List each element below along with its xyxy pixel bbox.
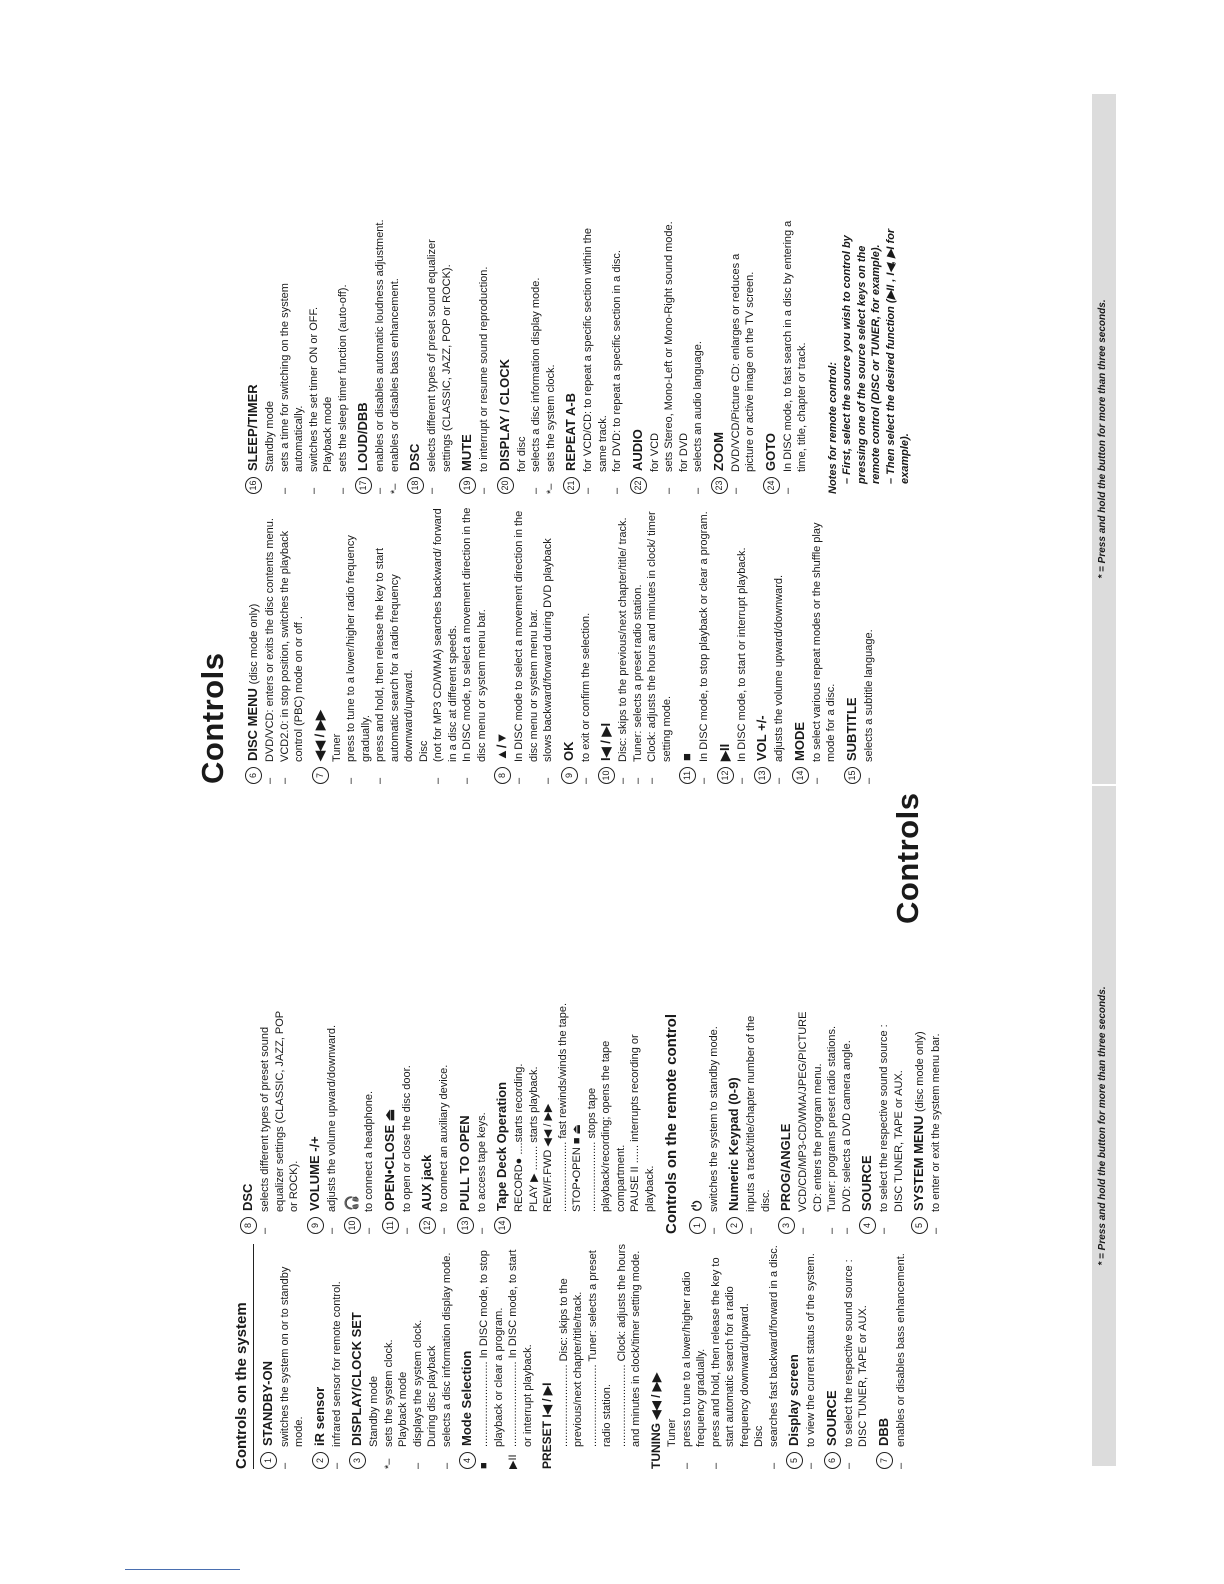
control-item	[382, 999, 399, 1234]
item-number: 24	[763, 477, 780, 494]
description-line: – In DISC mode, to stop playback or clear a program.	[698, 511, 710, 784]
control-name: AUX jack	[419, 1154, 435, 1211]
control-item	[312, 1244, 329, 1469]
control-item	[911, 999, 928, 1234]
description-line: – Disc: skips to the previous/next chapter/title/ track.	[617, 517, 629, 784]
item-number: 5	[786, 1452, 803, 1469]
control-name: AUDIO	[629, 429, 645, 471]
item-number: 22	[630, 477, 647, 494]
description-line: During disc playback	[426, 1345, 438, 1447]
description-line: – switches the system on or to standby mode.	[278, 1266, 305, 1469]
description-line: – DVD/VCD/Picture CD: enlarges or reduces a picture or active image on the TV screen.	[729, 253, 756, 494]
tuning-line: – press and hold, then release the key to start automatic search for a radio frequency downward/upward.	[709, 1257, 751, 1469]
control-item	[786, 1244, 803, 1469]
column-system-controls	[235, 1244, 908, 1469]
control-name: DISPLAY / CLOCK	[496, 359, 512, 471]
description-line: – enables or disables bass enhancement.	[894, 1253, 907, 1469]
bottom-rule	[125, 1569, 240, 1570]
control-name: STANDBY-ON	[259, 1361, 275, 1446]
item-number: 10	[598, 767, 615, 784]
tape-line: RECORD● ....starts recording.	[513, 1063, 525, 1212]
item-number: 11	[679, 767, 696, 784]
item-number: 7	[876, 1452, 893, 1469]
description-line: – In DISC mode to select a movement direction in the disc menu or system menu bar.	[513, 510, 540, 784]
tuning-label: TUNING ◀◀ / ▶▶	[648, 1372, 663, 1469]
footnote-left: * = Press and hold the button for more than three seconds.	[1097, 986, 1108, 1266]
control-name: SOURCE	[823, 1390, 839, 1446]
control-name: GOTO	[762, 432, 778, 471]
tape-line: ....................... fast rewinds/winds the tape.	[556, 1002, 569, 1212]
description-line: – adjusts the volume upward/downward.	[325, 1024, 338, 1234]
control-name: DBB	[875, 1417, 891, 1446]
description-line: *– sets the system clock.	[382, 1339, 395, 1469]
description-line: – press to tune to a lower/higher radio frequency gradually.	[345, 535, 372, 784]
control-item	[778, 999, 795, 1234]
control-name: DISC MENU (disc mode only)	[244, 603, 260, 761]
control-item	[711, 219, 728, 494]
description-line: – selects a disc information display mode.	[530, 277, 542, 494]
item-number: 12	[717, 767, 734, 784]
item-number: 2	[312, 1452, 329, 1469]
control-item	[824, 1244, 841, 1469]
item-number: 15	[844, 767, 861, 784]
control-item	[459, 1244, 476, 1469]
control-item	[419, 999, 436, 1234]
control-name: ▶II	[716, 743, 732, 761]
control-item	[763, 219, 780, 494]
tuning-line: Tuner	[666, 1418, 678, 1447]
description-line: – to connect an auxiliary device.	[438, 1064, 450, 1234]
control-item	[494, 999, 511, 1234]
description-line: Disc	[417, 740, 430, 762]
control-item	[563, 219, 580, 494]
item-number: 5	[911, 1217, 928, 1234]
tuning-line: Disc	[753, 1425, 765, 1447]
control-item	[679, 504, 696, 784]
tuning-line: – press to tune to a lower/higher radio frequency gradually.	[680, 1271, 707, 1469]
description-line: – to view the current status of the system.	[805, 1253, 817, 1469]
control-name: VOL +/-	[754, 715, 770, 761]
description-line: – switches the system to standby mode.	[707, 1026, 720, 1234]
item-number: 18	[407, 477, 424, 494]
control-name: ◀◀ / ▶▶	[311, 710, 327, 761]
tape-line: PLAY ▶ ........ starts playback.	[527, 1066, 540, 1212]
control-item	[598, 504, 615, 784]
section-heading: Controls on the system	[235, 1244, 254, 1469]
control-name: Tape Deck Operation	[494, 1081, 510, 1211]
item-number: 8	[240, 1217, 257, 1234]
item-number: 10	[344, 1217, 361, 1234]
item-number: 11	[382, 1217, 399, 1234]
description-line: – adjusts the volume upward/downward.	[773, 574, 785, 784]
description-line: – to select various repeat modes or the shuffle play mode for a disc.	[810, 522, 837, 784]
description-line: *– sets the system clock.	[544, 364, 557, 494]
control-item	[726, 999, 743, 1234]
section-heading: Controls on the remote control	[663, 1013, 680, 1234]
control-name: DSC	[407, 443, 423, 471]
item-number: 19	[459, 477, 476, 494]
description-line: – selects different types of preset sound equalizer settings (CLASSIC, JAZZ, POP or ROCK).	[426, 239, 453, 494]
item-number: 6	[245, 767, 262, 784]
description-line: – DVD: selects a DVD camera angle.	[840, 1040, 853, 1234]
description-line: – selects a subtitle language.	[862, 629, 875, 784]
description-line: – In DISC mode, to select a movement direction in the disc menu or system menu bar.	[461, 507, 488, 784]
footnote-right: * = Press and hold the button for more than three seconds.	[1097, 299, 1108, 579]
page-title-left: Controls	[890, 792, 925, 924]
description-line: for DVD	[677, 432, 690, 472]
description-line: – (not for MP3 CD/WMA) searches backward/ forward in a disc at different speeds.	[432, 508, 459, 784]
item-number: 14	[494, 1217, 511, 1234]
column-system-remote	[235, 999, 944, 1234]
description-line: for VCD	[648, 432, 661, 472]
control-item	[717, 504, 734, 784]
note-line: – First, select the source you wish to control by pressing one of the source select keys on the remote control (DISC or TUNER, for example).	[841, 235, 882, 484]
description-line: ▶II ............................ In DISC mode, to start or interrupt playback.	[507, 1249, 534, 1469]
control-item	[307, 999, 324, 1234]
control-name: LOUD/DBB	[355, 402, 371, 471]
control-item	[561, 504, 578, 784]
description-line: – sets the sleep timer function (auto-off).	[336, 284, 349, 494]
item-number: 4	[859, 1217, 876, 1234]
description-line: – VCD/CD/MP3-CD/WMA/JPEG/PICTURE CD: enters the program menu.	[797, 1011, 824, 1234]
control-item	[407, 219, 424, 494]
item-number: 14	[792, 767, 809, 784]
item-number: 2	[726, 1217, 743, 1234]
control-name: ⏻	[688, 1200, 704, 1211]
tape-line: PAUSE II ...... interrupts recording or playback.	[629, 1034, 656, 1212]
tape-line: REW/F.FWD ◀◀ / ▶▶	[542, 1103, 554, 1212]
control-name: ZOOM	[710, 432, 726, 471]
control-name: ■	[679, 753, 695, 761]
description-line: – to interrupt or resume sound reproduction.	[478, 266, 490, 494]
item-number: 8	[494, 767, 511, 784]
description-line: Playback mode	[322, 396, 334, 472]
column-remote-controls-a	[240, 504, 876, 784]
page-title-right: Controls	[195, 652, 230, 784]
control-name: MUTE	[459, 434, 475, 471]
preset-line: ........................... Disc: skips to the previous/next chapter/title/track.	[557, 1278, 584, 1447]
item-number: 3	[349, 1452, 366, 1469]
description-line: – for DVD: to repeat a specific section in a disc.	[611, 250, 623, 494]
control-name: Mode Selection	[459, 1350, 475, 1446]
control-item	[844, 504, 861, 784]
tape-line: STOP•OPEN ■ ⏏	[571, 1124, 583, 1212]
description-line: – to enter or exit the system menu bar.	[930, 1033, 942, 1234]
item-number: 16	[245, 477, 262, 494]
description-line: – press and hold, then release the key to start automatic search for a radio frequency downward/upward.	[374, 547, 415, 784]
item-number: 13	[754, 767, 771, 784]
description-line: – to open or close the disc door.	[400, 1065, 413, 1234]
description-line: – to connect a headphone.	[363, 1090, 375, 1234]
control-item	[240, 999, 257, 1234]
control-item	[494, 504, 511, 784]
description-line: for disc	[515, 436, 528, 472]
control-item	[876, 1244, 893, 1469]
item-number: 23	[711, 477, 728, 494]
control-name: SOURCE	[859, 1155, 875, 1211]
item-number: 21	[563, 477, 580, 494]
control-item	[792, 504, 809, 784]
control-name: iR sensor	[311, 1386, 327, 1446]
control-name: PROG/ANGLE	[778, 1123, 794, 1211]
description-line: – sets Stereo, Mono-Left or Mono-Right sound mode.	[663, 221, 675, 494]
item-number: 3	[778, 1217, 795, 1234]
description-line: ■ ............................ In DISC mode, to stop playback or clear a program.	[478, 1250, 505, 1469]
description-line: – DVD/VCD: enters or exits the disc contents menu.	[264, 518, 276, 784]
notes-block: Notes for remote control: – First, select the source you wish to control by pressing one of the source select keys on the remote control (DISC or TUNER, for example). – Then select the desired function (▶II , I◀, ▶I for example).	[826, 219, 913, 494]
control-item	[355, 219, 372, 494]
item-number: 4	[459, 1452, 476, 1469]
description-line: – In DISC mode, to fast search in a disc by entering a time, title, chapter or track.	[781, 220, 808, 494]
control-name: OK	[560, 741, 576, 761]
control-name: SUBTITLE	[843, 697, 859, 761]
control-item	[349, 1244, 366, 1469]
item-number: 1	[260, 1452, 277, 1469]
control-item	[630, 219, 647, 494]
tuning-line: – searches fast backward/forward in a disc.	[767, 1245, 780, 1469]
control-item	[457, 999, 474, 1234]
description-line: – VCD2.0: in stop position, switches the playback control (PBC) mode on or off .	[278, 530, 305, 784]
description-line: – infrared sensor for remote control.	[330, 1281, 343, 1469]
description-line: – displays the system clock.	[411, 1319, 424, 1469]
description-line: – selects an audio language.	[692, 341, 704, 494]
control-item	[344, 999, 361, 1234]
control-name: OPEN•CLOSE ⏏	[381, 1108, 397, 1211]
control-name: DISPLAY/CLOCK SET	[349, 1312, 365, 1446]
description-line: – Clock: adjusts the hours and minutes in clock/ timer setting mode.	[646, 511, 673, 784]
control-name: Numeric Keypad (0-9)	[726, 1077, 742, 1211]
control-item	[859, 999, 876, 1234]
description-line: – sets a time for switching on the system automatically.	[278, 283, 305, 494]
description-line: – enables or disables automatic loudness adjustment.	[374, 219, 386, 494]
description-line: – Tuner: programs preset radio stations.	[826, 1025, 838, 1234]
description-line: – selects a disc information display mode.	[440, 1252, 453, 1469]
control-name: REPEAT A-B	[563, 393, 579, 471]
item-number: 17	[355, 477, 372, 494]
description-line: – In DISC mode, to start or interrupt playback.	[735, 547, 748, 784]
control-item	[689, 999, 706, 1234]
item-number: 7	[312, 767, 329, 784]
item-number: 9	[561, 767, 578, 784]
description-line: – slows backward/forward during DVD playback	[542, 538, 554, 784]
description-line: *– enables or disables bass enhancement.	[388, 278, 401, 494]
item-number: 20	[497, 477, 514, 494]
description-line: – inputs a track/title/chapter number of the disc.	[745, 1015, 772, 1234]
description-line: – for VCD/CD: to repeat a specific section within the same track.	[582, 228, 609, 494]
preset-line: ........................... Clock: adjusts the hours and minutes in clock/timer setting mode.	[615, 1244, 642, 1447]
description-line: Tuner	[330, 733, 343, 762]
item-number: 12	[419, 1217, 436, 1234]
control-name: Display screen	[786, 1354, 802, 1446]
description-line: – Tuner: selects a preset radio station.	[631, 584, 644, 784]
control-name: SYSTEM MENU (disc mode only)	[910, 1031, 926, 1211]
preset-line: ........................... Tuner: selects a preset radio station.	[586, 1250, 613, 1447]
control-item	[245, 504, 262, 784]
control-name: 🎧	[344, 1194, 360, 1211]
control-name: ▲/▼	[494, 731, 510, 761]
tape-line: ....................... stops tape playback/recording; opens the tape compartment.	[585, 1040, 627, 1212]
item-number: 1	[689, 1217, 706, 1234]
control-name: I◀ / ▶I	[598, 722, 614, 761]
description-line: – to exit or confirm the selection.	[579, 612, 592, 784]
item-number: 13	[457, 1217, 474, 1234]
description-line: – to access tape keys.	[475, 1112, 488, 1234]
description-line: – to select the respective sound source : DISC TUNER, TAPE or AUX.	[878, 1024, 905, 1234]
description-line: – selects different types of preset sound equalizer settings (CLASSIC, JAZZ, POP or ROCK).	[259, 1011, 300, 1234]
control-name: DSC	[240, 1183, 256, 1211]
control-item	[754, 504, 771, 784]
description-line: Standby mode	[264, 401, 276, 472]
control-item	[497, 219, 514, 494]
column-remote-controls-b	[240, 219, 913, 494]
description-line: Playback mode	[397, 1371, 409, 1447]
control-item	[245, 219, 262, 494]
item-number: 6	[824, 1452, 841, 1469]
control-name: VOLUME -/+	[306, 1136, 322, 1211]
description-line: – to select the respective sound source : DISC TUNER, TAPE or AUX.	[842, 1259, 869, 1469]
control-name: PULL TO OPEN	[456, 1115, 472, 1211]
control-item	[459, 219, 476, 494]
control-item	[312, 504, 329, 784]
preset-label: PRESET I◀ / ▶I	[540, 1382, 554, 1469]
description-line: – switches the set timer ON or OFF.	[307, 306, 320, 494]
description-line: Standby mode	[368, 1376, 380, 1447]
control-name: SLEEP/TIMER	[245, 384, 261, 471]
item-number: 9	[307, 1217, 324, 1234]
control-item	[260, 1244, 277, 1469]
note-line: – Then select the desired function (▶II , I◀, ▶I for example).	[884, 228, 911, 484]
control-name: MODE	[791, 722, 807, 761]
